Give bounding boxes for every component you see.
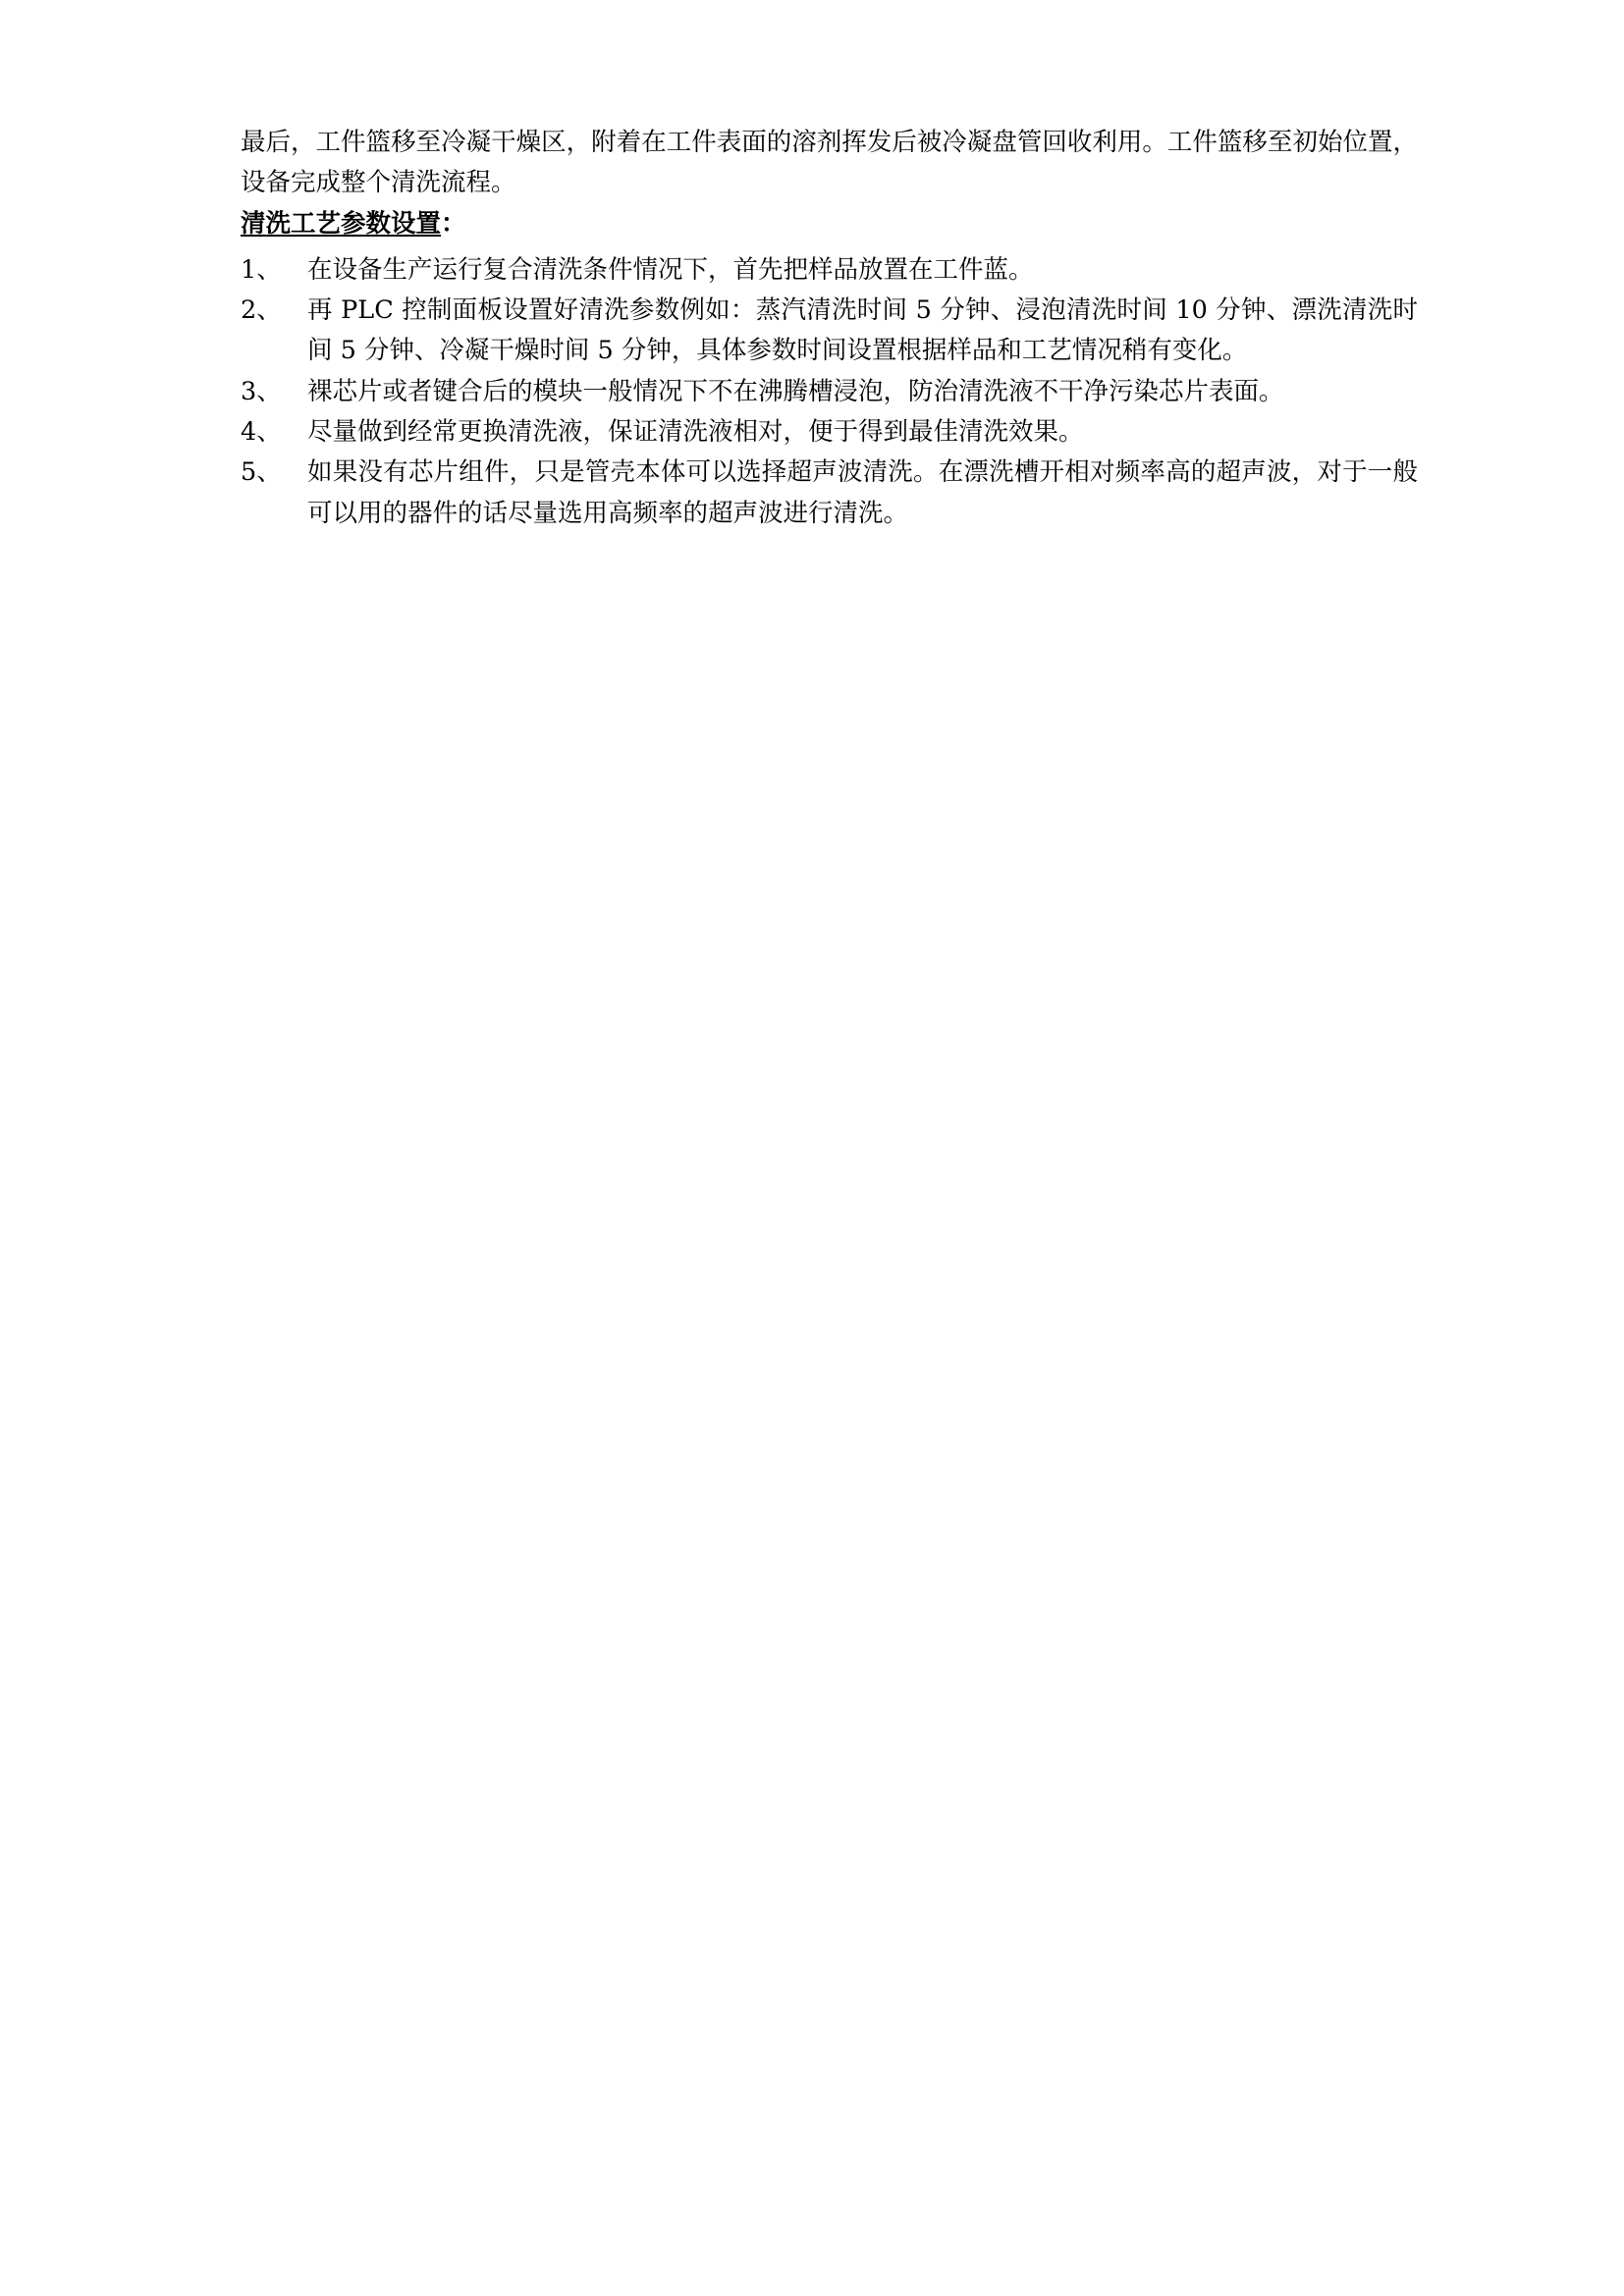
parameter-list: [241, 250, 1418, 534]
list-item-text: 尽量做到经常更换清洗液，保证清洗液相对，便于得到最佳清洗效果。: [307, 417, 1084, 448]
section-heading: [241, 204, 1418, 244]
list-item-marker: 3、: [241, 376, 282, 406]
document-body: [241, 123, 1418, 534]
list-item-marker: 1、: [241, 254, 282, 285]
list-item: [241, 453, 1418, 534]
list-item-marker: 5、: [241, 457, 282, 488]
list-item-text: 如果没有芯片组件，只是管壳本体可以选择超声波清洗。在漂洗槽开相对频率高的超声波，对于一般可以用的器件的话尽量选用高频率的超声波进行清洗。: [307, 457, 1418, 528]
list-item: [241, 412, 1418, 453]
section-heading-colon: ：: [441, 208, 466, 239]
intro-paragraph: 最后，工件篮移至冷凝干燥区，附着在工件表面的溶剂挥发后被冷凝盘管回收利用。工件篮移至初始位置，设备完成整个清洗流程。: [241, 128, 1418, 198]
list-item: [241, 250, 1418, 291]
section-heading-text: 清洗工艺参数设置: [241, 208, 442, 239]
list-item-marker: 2、: [241, 295, 282, 326]
list-item: [241, 372, 1418, 412]
list-item-text: 再 PLC 控制面板设置好清洗参数例如：蒸汽清洗时间 5 分钟、浸泡清洗时间 10 分钟、漂洗清洗时间 5 分钟、冷凝干燥时间 5 分钟，具体参数时间设置根据样品和工艺情况稍有变化。: [307, 295, 1418, 366]
list-item-marker: 4、: [241, 417, 282, 448]
list-item-text: 在设备生产运行复合清洗条件情况下，首先把样品放置在工件蓝。: [307, 254, 1034, 285]
list-item: [241, 291, 1418, 372]
list-item-text: 裸芯片或者键合后的模块一般情况下不在沸腾槽浸泡，防治清洗液不干净污染芯片表面。: [307, 376, 1284, 406]
